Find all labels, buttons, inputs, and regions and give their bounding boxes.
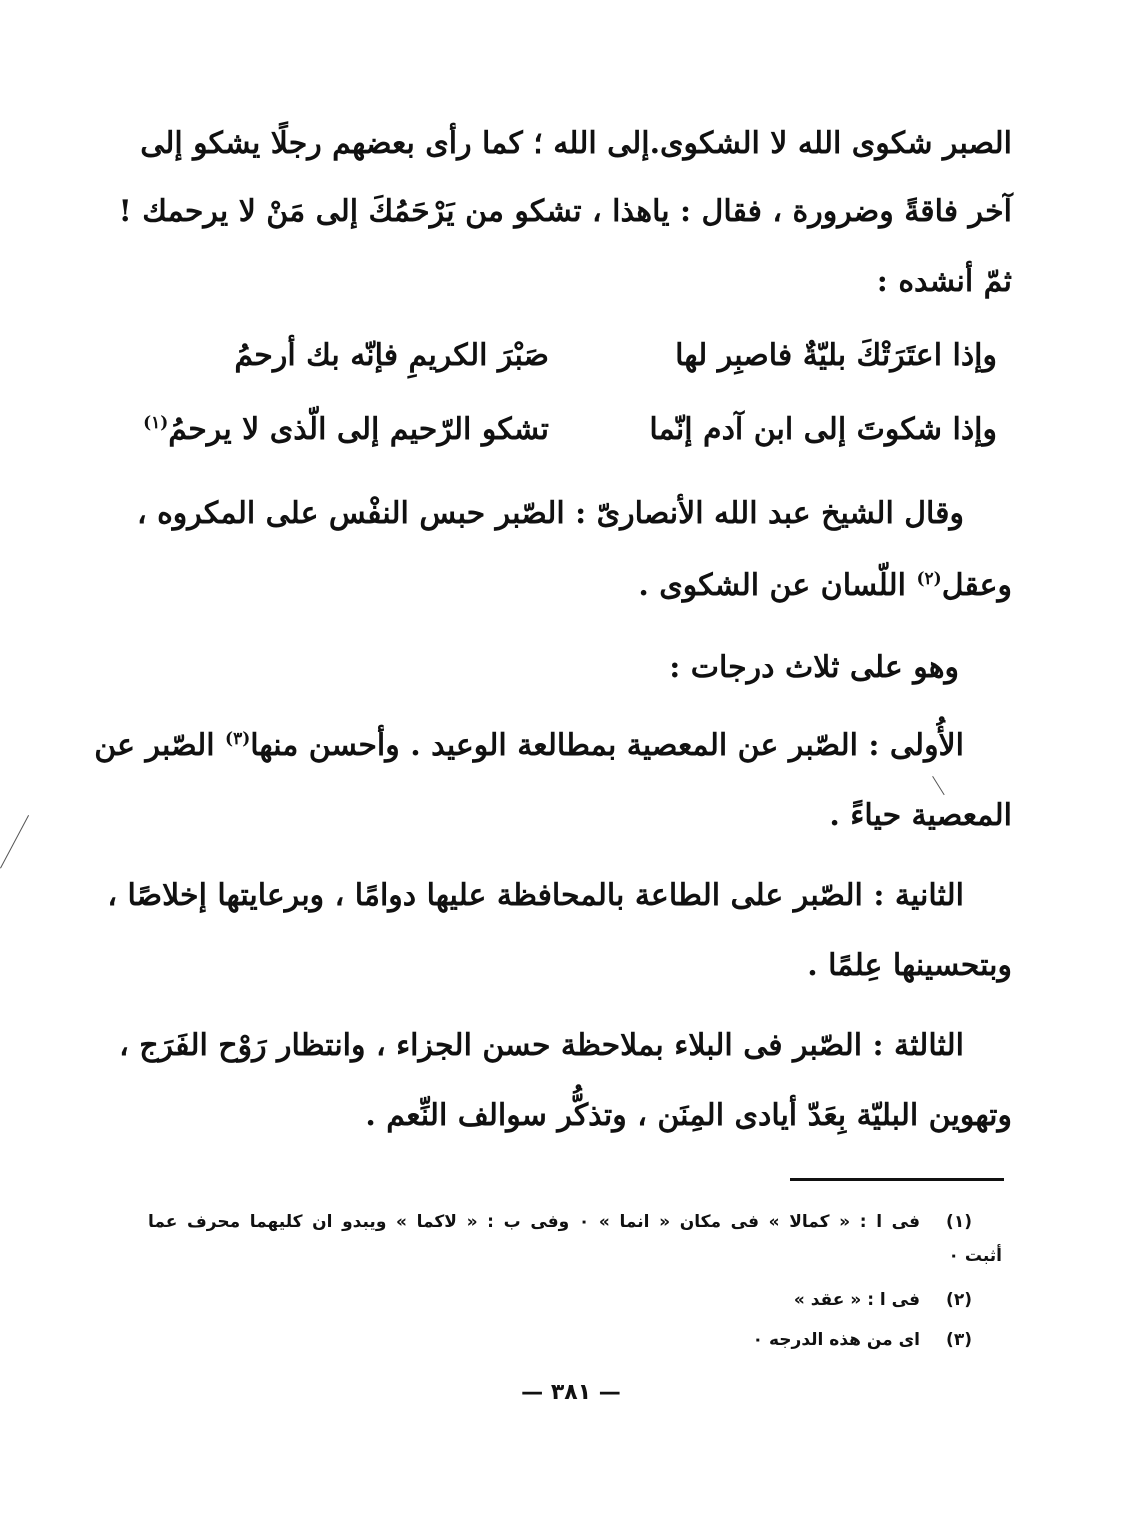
page-number: — ٣٨١ — xyxy=(521,1380,621,1405)
footnote-2 xyxy=(794,1288,972,1312)
verse-2-first-hemistich: وإذا شكوتَ إلى ابن آدم إنّما xyxy=(649,412,997,447)
text-line-5-start: وعقل xyxy=(941,568,1012,603)
verse-2-text: تشكو الرّحيم إلى الّذى لا يرحمُ xyxy=(168,412,549,447)
text-line-2: آخر فاقةً وضرورة ، فقال : ياهذا ، تشكو من يَرْحَمُكَ إلى مَنْ لا يرحمك ! xyxy=(118,194,1012,229)
footnote-1 xyxy=(148,1210,972,1234)
text-line-5-end: اللّسان عن الشكوى . xyxy=(638,568,917,603)
text-line-5 xyxy=(638,566,1012,606)
text-line-9: الثانية : الصّبر على الطاعة بالمحافظة عليها دوامًا ، وبرعايتها إخلاصًا ، xyxy=(107,878,964,913)
footnote-marker-3: (٣) xyxy=(225,729,251,749)
text-line-11: الثالثة : الصّبر فى البلاء بملاحظة حسن الجزاء ، وانتظار رَوْح الفَرَج ، xyxy=(119,1028,964,1063)
footnote-1-text: فى ا : « كمالا » فى مكان « انما » ٠ وفى ب : « لاكما » ويبدو ان كليهما محرف عما xyxy=(148,1212,920,1232)
text-line-7-start: الأُولى : الصّبر عن المعصية بمطالعة الوعيد . وأحسن منها xyxy=(250,728,964,763)
text-line-12: وتهوين البليّة بِعَدّ أيادى المِنَن ، وتذكُّر سوالف النِّعم . xyxy=(365,1098,1012,1133)
footnote-marker-2: (٢) xyxy=(916,569,942,589)
footnote-marker-1: (١) xyxy=(143,413,169,433)
footnote-3 xyxy=(753,1328,972,1352)
verse-2-second-hemistich xyxy=(143,410,549,450)
text-line-7-end: الصّبر عن xyxy=(94,728,226,763)
text-line-1: الصبر شكوى الله لا الشكوى.إلى الله ؛ كما رأى بعضهم رجلًا يشكو إلى xyxy=(140,126,1012,161)
text-line-6: وهو على ثلاث درجات : xyxy=(669,650,959,685)
footnote-2-text: فى ا : « عقد » xyxy=(793,1290,920,1310)
verse-1-second-hemistich: صَبْرَ الكريمِ فإنّه بك أرحمُ xyxy=(234,338,549,373)
text-line-7 xyxy=(94,726,964,766)
footnote-1-number: (١) xyxy=(946,1212,972,1232)
footnote-3-number: (٣) xyxy=(946,1330,972,1350)
text-line-3: ثمّ أنشده : xyxy=(876,264,1012,299)
verse-1-first-hemistich: وإذا اعتَرَتْكَ بليّةٌ فاصبِر لها xyxy=(675,338,997,373)
footnote-separator xyxy=(790,1178,1004,1181)
scan-mark-left xyxy=(0,815,29,868)
footnote-1-continuation: أثبت ٠ xyxy=(948,1246,1002,1266)
text-line-4: وقال الشيخ عبد الله الأنصارىّ : الصّبر حبس النفْس على المكروه ، xyxy=(136,496,964,531)
footnote-3-text: اى من هذه الدرجه ٠ xyxy=(752,1330,920,1350)
text-line-10: وبتحسينها عِلمًا . xyxy=(807,948,1012,983)
footnote-2-number: (٢) xyxy=(946,1290,972,1310)
text-line-8: المعصية حياءً . xyxy=(829,798,1012,833)
scan-mark-right xyxy=(932,776,945,795)
